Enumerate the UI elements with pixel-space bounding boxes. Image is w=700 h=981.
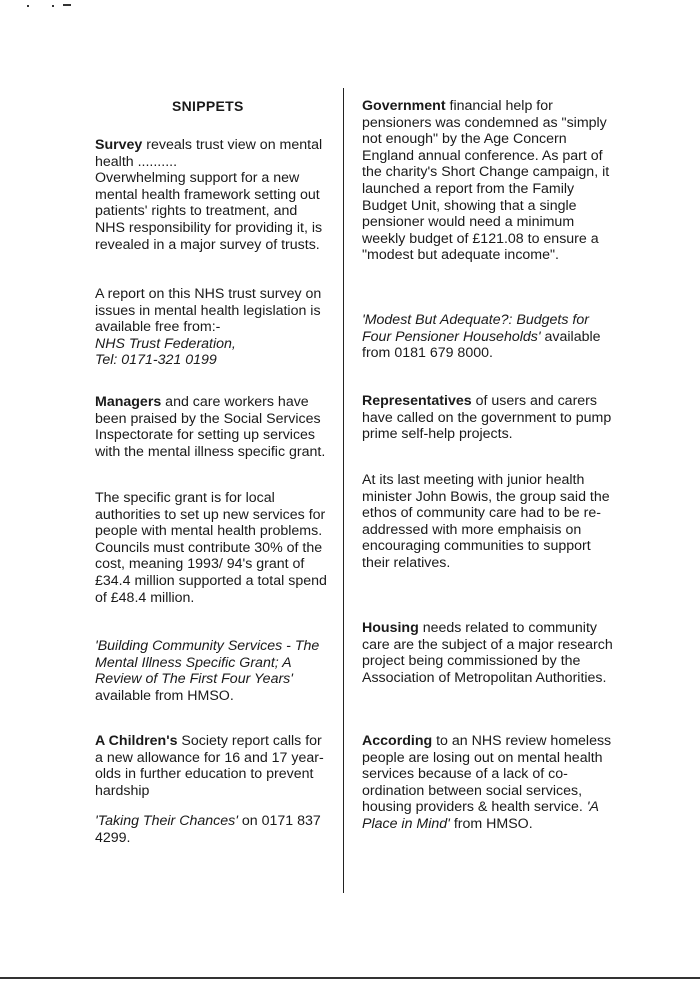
snippet-lead: According <box>362 733 433 749</box>
taking-chances-snippet: 'Taking Their Chances' on 0171 837 4299. <box>95 813 321 846</box>
snippet-lead: Representatives <box>362 393 472 409</box>
grant-snippet: The specific grant is for local authorities to set up new services for people with mental health problems. Councils must contribute 30% of the cost, meaning 1993/ 94's grant of £34.4 million supported a total spend of £48.4 million. <box>95 490 327 606</box>
snippet-lead: Survey <box>95 137 143 153</box>
organisation-name: NHS Trust Federation, <box>95 335 236 352</box>
survey-report-snippet: A report on this NHS trust survey on issues in mental health legislation is available free from:- NHS Trust Federation, Tel: 0171-321 0199 <box>95 286 327 369</box>
scan-mark <box>52 5 54 7</box>
snippet-lead: A Children's <box>95 733 178 749</box>
publication-title: 'Modest But Adequate?: Budgets for Four Pensioner Households' <box>362 312 589 345</box>
column-divider <box>343 88 344 893</box>
scan-mark <box>27 5 29 7</box>
according-snippet: According to an NHS review homeless people are losing out on mental health services because of a lack of co-ordination between social services, housing providers & health service. 'A Place in Mind' from HMSO. <box>362 733 612 832</box>
page-bottom-rule <box>0 977 700 979</box>
housing-snippet: Housing needs related to community care are the subject of a major research project being commissioned by the Association of Metropolitan Authorities. <box>362 620 613 686</box>
modest-adequate-snippet: 'Modest But Adequate?: Budgets for Four Pensioner Households' available from 0181 679 8000. <box>362 312 601 362</box>
childrens-society-snippet: A Children's Society report calls for a new allowance for 16 and 17 year-olds in further education to prevent hardship <box>95 733 324 799</box>
page-title: SNIPPETS <box>172 98 244 114</box>
publication-title: 'Taking Their Chances' <box>95 813 238 829</box>
survey-snippet: Survey reveals trust view on mental health .......... Overwhelming support for a new mental health framework setting out patients' rights to treatment, and NHS responsibility for providing it, is revealed in a major survey of trusts. <box>95 137 327 253</box>
representatives-snippet: Representatives of users and carers have called on the government to pump prime self-help projects. <box>362 393 612 443</box>
snippet-lead: Government <box>362 98 446 114</box>
publication-title: 'Building Community Services - The Mental Illness Specific Grant; A Review of The First Four Years' <box>95 638 320 688</box>
snippet-body: Overwhelming support for a new mental health framework setting out patients' rights to treatment, and NHS responsibility for providing it, is revealed in a major survey of trusts. <box>95 170 323 253</box>
telephone-number: Tel: 0171-321 0199 <box>95 352 217 369</box>
building-services-snippet: 'Building Community Services - The Mental Illness Specific Grant; A Review of The First Four Years' available from HMSO. <box>95 638 320 704</box>
snippet-lead: Managers <box>95 394 162 410</box>
snippet-lead: Housing <box>362 620 419 636</box>
scan-mark <box>63 4 71 6</box>
publication-title: 'A Place in Mind' <box>362 799 599 832</box>
managers-snippet: Managers and care workers have been praised by the Social Services Inspectorate for setting up services with the mental illness specific grant. <box>95 394 326 460</box>
government-snippet: Government financial help for pensioners was condemned as "simply not enough" by the Age Concern England annual conference. As part of the charity's Short Change campaign, it launched a report from the Family Budget Unit, showing that a single pensioner would need a minimum weekly budget of £121.08 to ensure a "modest but adequate income". <box>362 98 610 264</box>
meeting-snippet: At its last meeting with junior health minister John Bowis, the group said the ethos of community care had to be re-addressed with more emphaisis on encouraging communities to support their relatives. <box>362 472 610 571</box>
